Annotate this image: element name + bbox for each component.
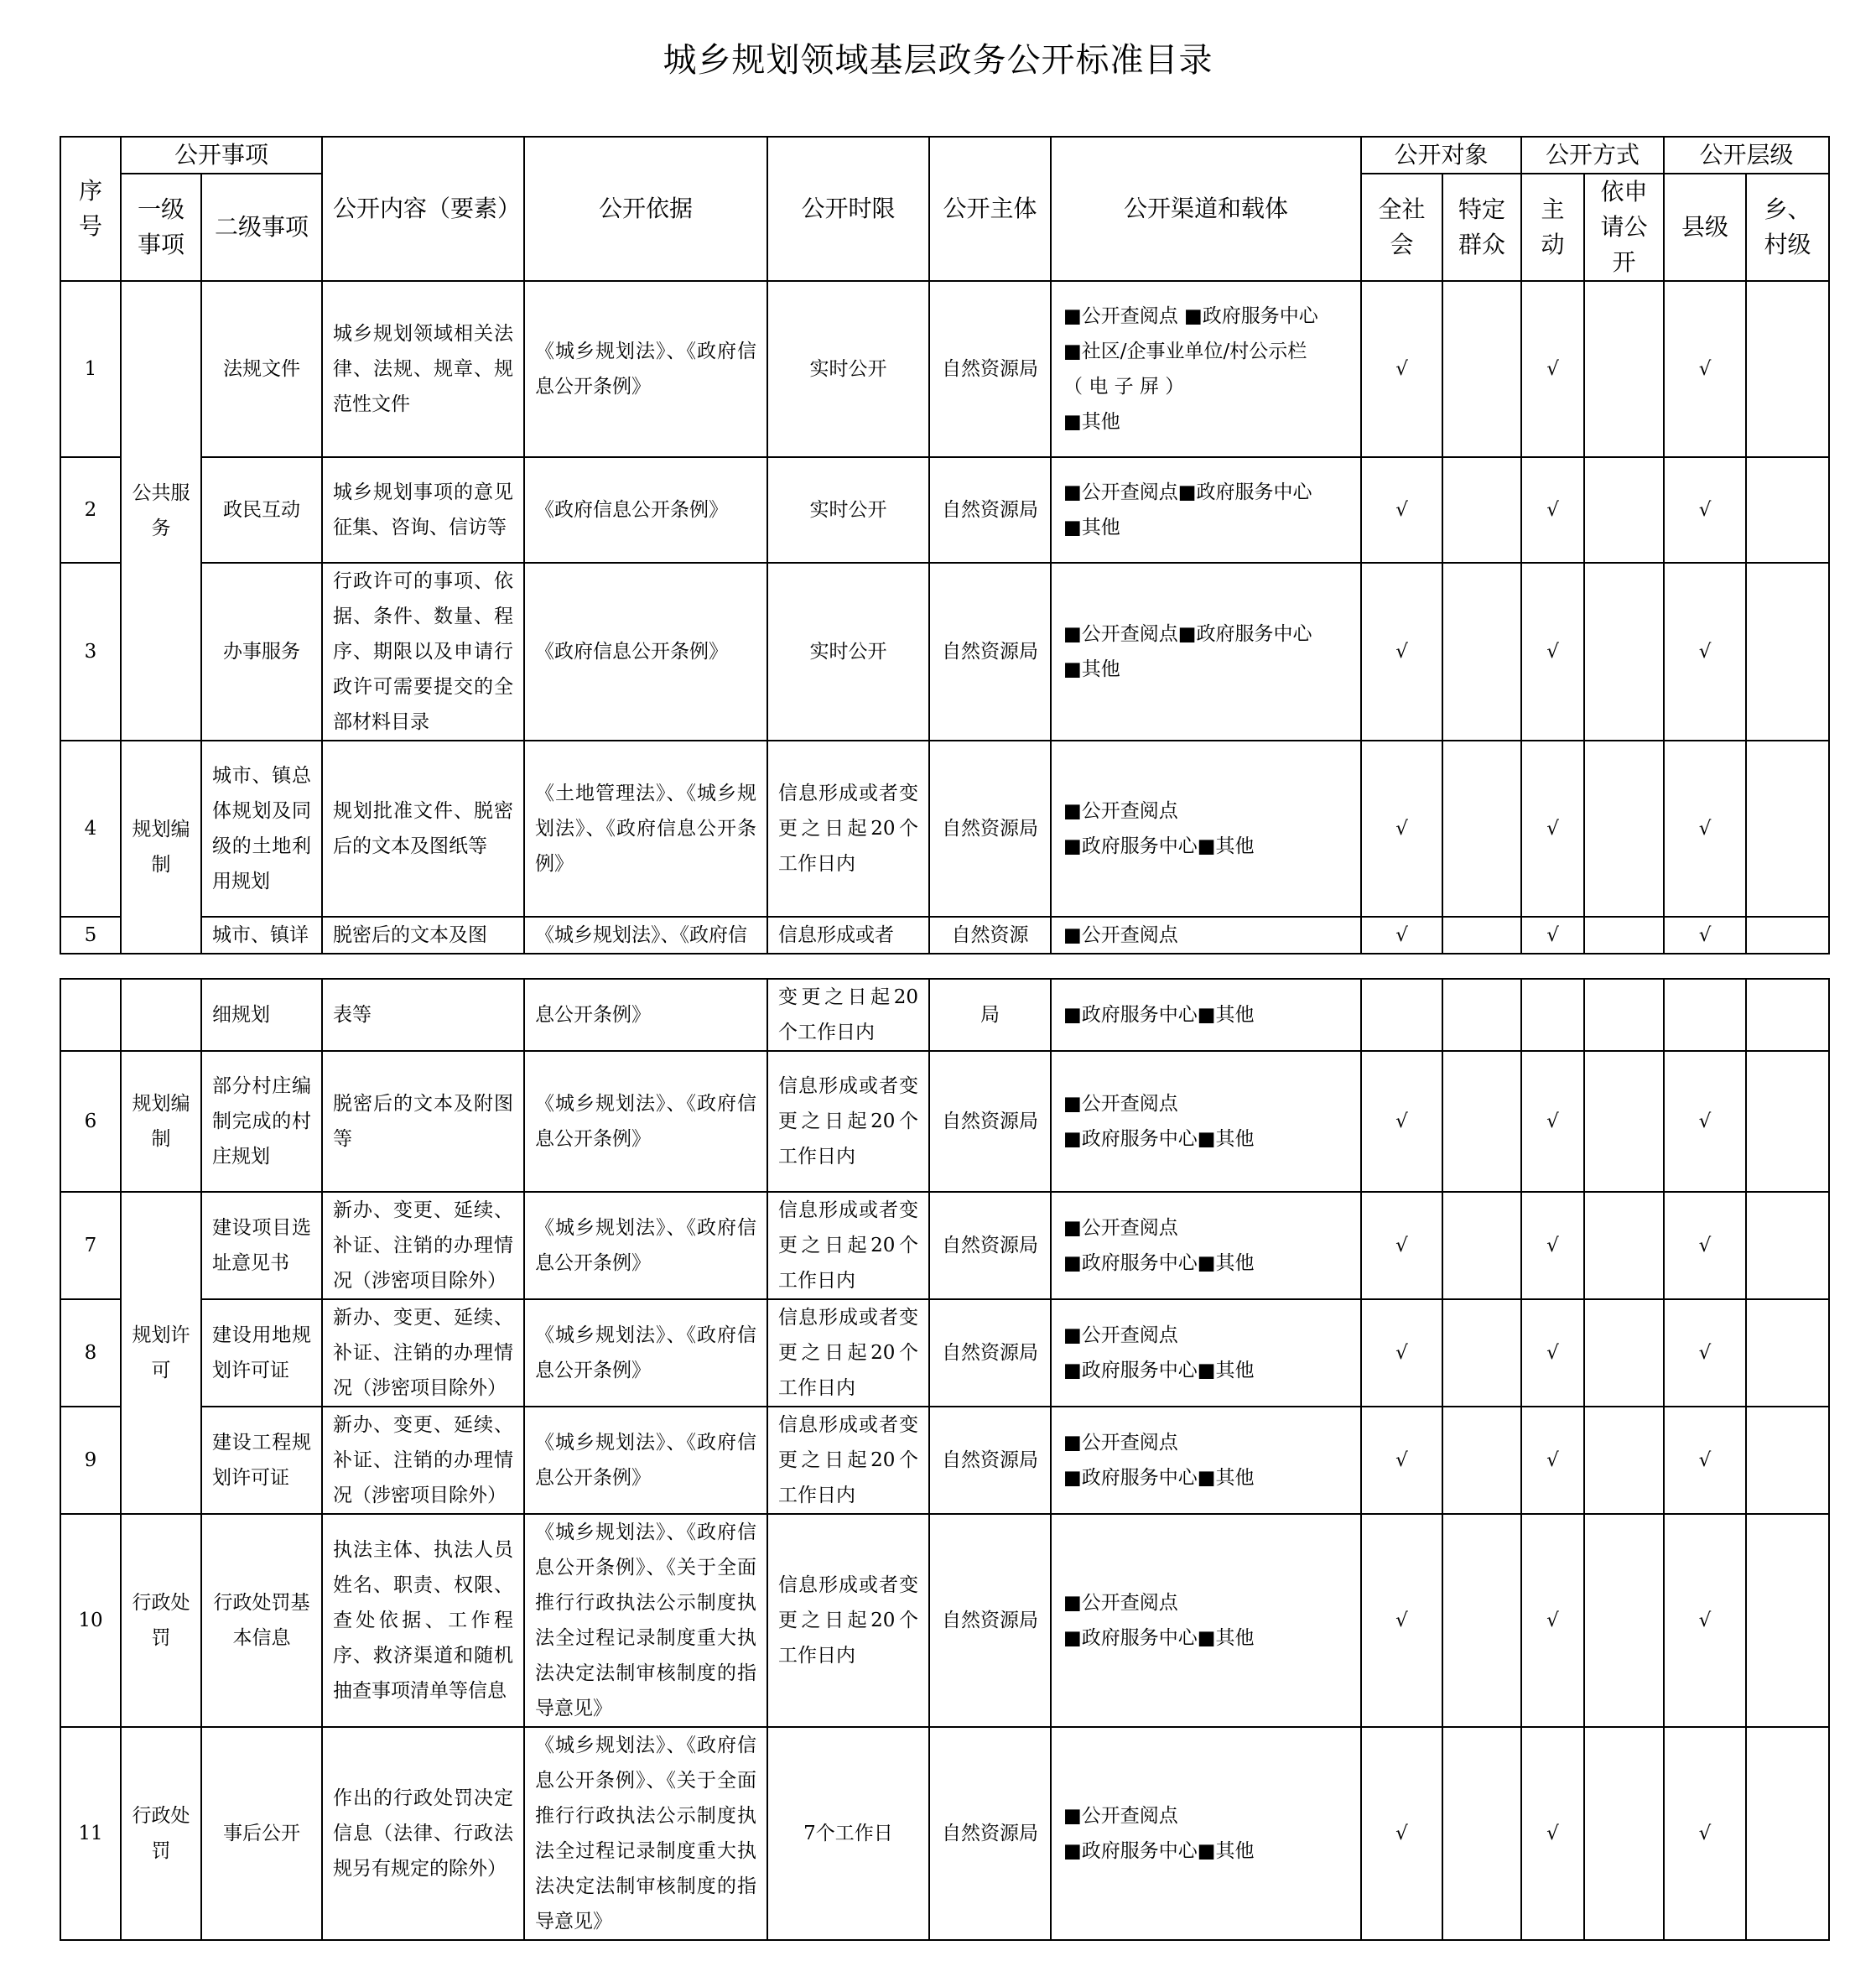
- catalog-table-part-2: [60, 978, 1830, 1941]
- check-method-active: √: [1521, 1299, 1584, 1407]
- content-cell: 城乡规划领域相关法律、法规、规章、规范性文件: [322, 281, 524, 457]
- empty-cell: [1746, 1051, 1829, 1192]
- subject-cell: 自然资源局: [929, 281, 1051, 457]
- check-method-active: √: [1521, 1192, 1584, 1299]
- table-row: [60, 1407, 1829, 1514]
- basis-cell: 《政府信息公开条例》: [524, 563, 767, 741]
- check-level-county: √: [1664, 1192, 1746, 1299]
- seq-cell: 4: [60, 741, 121, 917]
- subject-cell: 自然资源局: [929, 1727, 1051, 1940]
- check-target-all: √: [1361, 1299, 1442, 1407]
- seq-cell: 1: [60, 281, 121, 457]
- check-method-active: √: [1521, 457, 1584, 563]
- channel-line: ■其他: [1063, 658, 1120, 680]
- check-level-county: √: [1664, 1299, 1746, 1407]
- content-cell: 脱密后的文本及附图等: [322, 1051, 524, 1192]
- empty-cell: [1584, 1299, 1664, 1407]
- empty-cell: [1584, 1051, 1664, 1192]
- check-target-all: √: [1361, 1051, 1442, 1192]
- subject-cell: 局: [929, 979, 1051, 1051]
- check-target-all: √: [1361, 1407, 1442, 1514]
- channel-line: ■社区/企事业单位/村公示栏: [1063, 341, 1307, 362]
- check-level-county: √: [1664, 563, 1746, 741]
- level2-cell: 部分村庄编制完成的村庄规划: [201, 1051, 322, 1192]
- header-target-specific: 特定群众: [1442, 174, 1521, 281]
- check-level-county: √: [1664, 457, 1746, 563]
- channel-cell: [1051, 979, 1361, 1051]
- channel-cell: [1051, 1407, 1361, 1514]
- content-cell: 执法主体、执法人员姓名、职责、权限、查处依据、工作程序、救济渠道和随机抽查事项清单等信息: [322, 1514, 524, 1727]
- check-method-active: √: [1521, 1051, 1584, 1192]
- header-level: 公开层级: [1664, 137, 1829, 174]
- channel-line: ■政府服务中心■其他: [1063, 1467, 1255, 1489]
- check-target-all: √: [1361, 1192, 1442, 1299]
- check-target-all: √: [1361, 281, 1442, 457]
- subject-cell: 自然资源局: [929, 1407, 1051, 1514]
- table-row: [60, 917, 1829, 954]
- seq-cell: 6: [60, 1051, 121, 1192]
- channel-line: （ 电 子 屏 ）: [1063, 376, 1185, 398]
- table-row: [60, 563, 1829, 741]
- check-level-county: √: [1664, 741, 1746, 917]
- level1-cell: 规划许可: [121, 1192, 201, 1514]
- table-row: [60, 281, 1829, 457]
- level2-cell: 城市、镇详: [201, 917, 322, 954]
- seq-cell: 9: [60, 1407, 121, 1514]
- subject-cell: 自然资源局: [929, 741, 1051, 917]
- channel-line: ■政府服务中心■其他: [1063, 1128, 1255, 1150]
- channel-cell: [1051, 741, 1361, 917]
- level2-cell: 城市、镇总体规划及同级的土地利用规划: [201, 741, 322, 917]
- subject-cell: 自然资源: [929, 917, 1051, 954]
- content-cell: 城乡规划事项的意见征集、咨询、信访等: [322, 457, 524, 563]
- timelimit-cell: 信息形成或者变更之日起20个工作日内: [767, 1051, 929, 1192]
- empty-cell: [1442, 1727, 1521, 1940]
- channel-cell: [1051, 1514, 1361, 1727]
- empty-cell: [1442, 1514, 1521, 1727]
- table-row: [60, 1051, 1829, 1192]
- empty-cell: [1584, 1727, 1664, 1940]
- empty-cell: [1746, 917, 1829, 954]
- header-method-active: 主动: [1521, 174, 1584, 281]
- header-subject: 公开主体: [929, 137, 1051, 281]
- empty-cell: [1442, 1407, 1521, 1514]
- level2-cell: 行政处罚基本信息: [201, 1514, 322, 1727]
- header-timelimit: 公开时限: [767, 137, 929, 281]
- empty-cell: [1746, 1299, 1829, 1407]
- timelimit-cell: 信息形成或者: [767, 917, 929, 954]
- empty-cell: [1584, 917, 1664, 954]
- empty-cell: [1442, 457, 1521, 563]
- timelimit-cell: 变更之日起20个工作日内: [767, 979, 929, 1051]
- content-cell: 新办、变更、延续、补证、注销的办理情况（涉密项目除外）: [322, 1192, 524, 1299]
- check-target-all: √: [1361, 1514, 1442, 1727]
- content-cell: 作出的行政处罚决定信息（法律、行政法规另有规定的除外）: [322, 1727, 524, 1940]
- empty-cell: [1521, 979, 1584, 1051]
- basis-cell: 《城乡规划法》、《政府信息公开条例》、《关于全面推行行政执法公示制度执法全过程记录制度重大执法决定法制审核制度的指导意见》: [524, 1514, 767, 1727]
- subject-cell: 自然资源局: [929, 1192, 1051, 1299]
- subject-cell: 自然资源局: [929, 1051, 1051, 1192]
- empty-cell: [121, 979, 201, 1051]
- table-row: [60, 1192, 1829, 1299]
- header-matters: 公开事项: [121, 137, 322, 174]
- empty-cell: [1664, 979, 1746, 1051]
- seq-cell: 3: [60, 563, 121, 741]
- empty-cell: [60, 979, 121, 1051]
- channel-line: ■政府服务中心■其他: [1063, 1360, 1255, 1381]
- content-cell: 规划批准文件、脱密后的文本及图纸等: [322, 741, 524, 917]
- timelimit-cell: 实时公开: [767, 457, 929, 563]
- check-target-all: √: [1361, 741, 1442, 917]
- content-cell: 新办、变更、延续、补证、注销的办理情况（涉密项目除外）: [322, 1299, 524, 1407]
- empty-cell: [1746, 1192, 1829, 1299]
- timelimit-cell: 信息形成或者变更之日起20个工作日内: [767, 1514, 929, 1727]
- subject-cell: 自然资源局: [929, 1514, 1051, 1727]
- basis-cell: 《城乡规划法》、《政府信息公开条例》: [524, 1192, 767, 1299]
- check-method-active: √: [1521, 1727, 1584, 1940]
- empty-cell: [1442, 917, 1521, 954]
- channel-line: ■公开查阅点: [1063, 1432, 1178, 1454]
- empty-cell: [1442, 741, 1521, 917]
- header-content: 公开内容（要素）: [322, 137, 524, 281]
- check-level-county: √: [1664, 1407, 1746, 1514]
- channel-line: ■公开查阅点: [1063, 1324, 1178, 1346]
- empty-cell: [1442, 1192, 1521, 1299]
- level2-cell: 办事服务: [201, 563, 322, 741]
- timelimit-cell: 信息形成或者变更之日起20个工作日内: [767, 1407, 929, 1514]
- check-target-all: √: [1361, 1727, 1442, 1940]
- check-method-active: √: [1521, 741, 1584, 917]
- channel-cell: [1051, 1727, 1361, 1940]
- check-level-county: √: [1664, 1727, 1746, 1940]
- check-level-county: √: [1664, 1051, 1746, 1192]
- check-target-all: √: [1361, 457, 1442, 563]
- basis-cell: 《城乡规划法》、《政府信: [524, 917, 767, 954]
- empty-cell: [1584, 1514, 1664, 1727]
- seq-cell: 11: [60, 1727, 121, 1940]
- header-level2: 二级事项: [201, 174, 322, 281]
- empty-cell: [1442, 281, 1521, 457]
- level2-cell: 政民互动: [201, 457, 322, 563]
- timelimit-cell: 信息形成或者变更之日起20个工作日内: [767, 1192, 929, 1299]
- table-row: [60, 457, 1829, 563]
- content-cell: 表等: [322, 979, 524, 1051]
- subject-cell: 自然资源局: [929, 1299, 1051, 1407]
- channel-line: ■政府服务中心■其他: [1063, 835, 1255, 857]
- channel-cell: [1051, 281, 1361, 457]
- subject-cell: 自然资源局: [929, 563, 1051, 741]
- empty-cell: [1746, 281, 1829, 457]
- empty-cell: [1746, 457, 1829, 563]
- check-method-active: √: [1521, 281, 1584, 457]
- empty-cell: [1442, 979, 1521, 1051]
- channel-cell: [1051, 1192, 1361, 1299]
- table-row: [60, 741, 1829, 917]
- channel-line: ■公开查阅点: [1063, 800, 1178, 822]
- empty-cell: [1746, 1727, 1829, 1940]
- channel-line: ■政府服务中心■其他: [1063, 1627, 1255, 1649]
- basis-cell: 《城乡规划法》、《政府信息公开条例》: [524, 1407, 767, 1514]
- channel-line: ■公开查阅点■政府服务中心: [1063, 481, 1312, 503]
- subject-cell: 自然资源局: [929, 457, 1051, 563]
- level2-cell: 建设项目选址意见书: [201, 1192, 322, 1299]
- check-target-all: √: [1361, 563, 1442, 741]
- table-row: [60, 1299, 1829, 1407]
- empty-cell: [1361, 979, 1442, 1051]
- level1-cell: 公共服务: [121, 281, 201, 741]
- level2-cell: 建设用地规划许可证: [201, 1299, 322, 1407]
- channel-cell: [1051, 457, 1361, 563]
- empty-cell: [1584, 563, 1664, 741]
- channel-line: ■公开查阅点: [1063, 1805, 1178, 1827]
- empty-cell: [1442, 1051, 1521, 1192]
- check-method-active: √: [1521, 563, 1584, 741]
- seq-cell: 8: [60, 1299, 121, 1407]
- header-channel: 公开渠道和载体: [1051, 137, 1361, 281]
- check-level-county: √: [1664, 281, 1746, 457]
- content-cell: 脱密后的文本及图: [322, 917, 524, 954]
- header-level-county: 县级: [1664, 174, 1746, 281]
- header-target: 公开对象: [1361, 137, 1521, 174]
- page-title: 城乡规划领域基层政务公开标准目录: [663, 41, 1213, 80]
- level2-cell: 法规文件: [201, 281, 322, 457]
- header-level1: 一级事项: [121, 174, 201, 281]
- seq-cell: 2: [60, 457, 121, 563]
- basis-cell: 《土地管理法》、《城乡规划法》、《政府信息公开条例》: [524, 741, 767, 917]
- channel-cell: [1051, 917, 1361, 954]
- empty-cell: [1746, 1514, 1829, 1727]
- basis-cell: 《城乡规划法》、《政府信息公开条例》: [524, 1299, 767, 1407]
- catalog-table-part-1: [60, 136, 1830, 954]
- basis-cell: 《政府信息公开条例》: [524, 457, 767, 563]
- table-row: [60, 1727, 1829, 1940]
- table-row: [60, 979, 1829, 1051]
- empty-cell: [1584, 979, 1664, 1051]
- level2-cell: 事后公开: [201, 1727, 322, 1940]
- channel-line: ■政府服务中心■其他: [1063, 1252, 1255, 1274]
- channel-cell: [1051, 1051, 1361, 1192]
- timelimit-cell: 信息形成或者变更之日起20个工作日内: [767, 1299, 929, 1407]
- empty-cell: [1442, 1299, 1521, 1407]
- seq-cell: 10: [60, 1514, 121, 1727]
- basis-cell: 《城乡规划法》、《政府信息公开条例》: [524, 1051, 767, 1192]
- header-target-all: 全社会: [1361, 174, 1442, 281]
- empty-cell: [1584, 1407, 1664, 1514]
- channel-line: ■其他: [1063, 517, 1120, 538]
- header-level-township: 乡、村级: [1746, 174, 1829, 281]
- channel-line: ■公开查阅点: [1063, 1093, 1178, 1115]
- empty-cell: [1584, 457, 1664, 563]
- content-cell: 行政许可的事项、依据、条件、数量、程序、期限以及申请行政许可需要提交的全部材料目录: [322, 563, 524, 741]
- level1-cell: 行政处罚: [121, 1727, 201, 1940]
- seq-cell: 7: [60, 1192, 121, 1299]
- empty-cell: [1746, 563, 1829, 741]
- check-method-active: √: [1521, 917, 1584, 954]
- header-method: 公开方式: [1521, 137, 1664, 174]
- empty-cell: [1584, 281, 1664, 457]
- content-cell: 新办、变更、延续、补证、注销的办理情况（涉密项目除外）: [322, 1407, 524, 1514]
- check-method-active: √: [1521, 1407, 1584, 1514]
- channel-line: ■公开查阅点■政府服务中心: [1063, 623, 1312, 645]
- header-seq: 序号: [60, 137, 121, 281]
- level1-cell: 规划编制: [121, 741, 201, 954]
- empty-cell: [1746, 741, 1829, 917]
- timelimit-cell: 信息形成或者变更之日起20个工作日内: [767, 741, 929, 917]
- channel-line: ■公开查阅点 ■政府服务中心: [1063, 305, 1318, 327]
- basis-cell: 息公开条例》: [524, 979, 767, 1051]
- empty-cell: [1442, 563, 1521, 741]
- level1-cell: 规划编制: [121, 1051, 201, 1192]
- channel-line: ■其他: [1063, 411, 1120, 433]
- timelimit-cell: 7个工作日: [767, 1727, 929, 1940]
- level2-cell: 细规划: [201, 979, 322, 1051]
- channel-line: ■公开查阅点: [1063, 1592, 1178, 1614]
- timelimit-cell: 实时公开: [767, 563, 929, 741]
- seq-cell: 5: [60, 917, 121, 954]
- empty-cell: [1746, 1407, 1829, 1514]
- check-level-county: √: [1664, 1514, 1746, 1727]
- channel-cell: [1051, 1299, 1361, 1407]
- channel-line: ■政府服务中心■其他: [1063, 1840, 1255, 1862]
- level2-cell: 建设工程规划许可证: [201, 1407, 322, 1514]
- channel-line: ■公开查阅点: [1063, 1217, 1178, 1239]
- level1-cell: 行政处罚: [121, 1514, 201, 1727]
- table-row: [60, 1514, 1829, 1727]
- empty-cell: [1584, 1192, 1664, 1299]
- header-method-apply: 依申请公开: [1584, 174, 1664, 281]
- check-method-active: √: [1521, 1514, 1584, 1727]
- channel-cell: [1051, 563, 1361, 741]
- channel-line: ■公开查阅点: [1063, 924, 1178, 946]
- header-basis: 公开依据: [524, 137, 767, 281]
- empty-cell: [1746, 979, 1829, 1051]
- channel-line: ■政府服务中心■其他: [1063, 1004, 1255, 1026]
- check-level-county: √: [1664, 917, 1746, 954]
- empty-cell: [1584, 741, 1664, 917]
- timelimit-cell: 实时公开: [767, 281, 929, 457]
- basis-cell: 《城乡规划法》、《政府信息公开条例》: [524, 281, 767, 457]
- check-target-all: √: [1361, 917, 1442, 954]
- basis-cell: 《城乡规划法》、《政府信息公开条例》、《关于全面推行行政执法公示制度执法全过程记录制度重大执法决定法制审核制度的指导意见》: [524, 1727, 767, 1940]
